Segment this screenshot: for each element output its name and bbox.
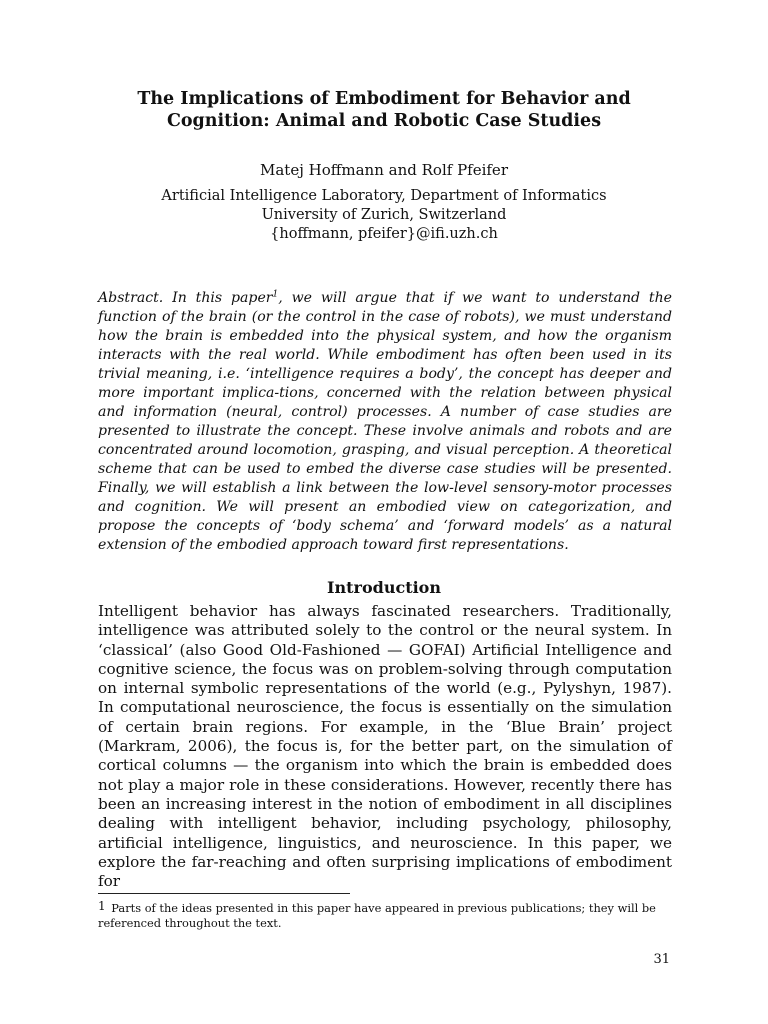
footnote bbox=[98, 901, 672, 931]
paper-title bbox=[96, 88, 672, 132]
abstract-text: , we will argue that if we want to understand the function of the brain (or the control in the case of robots), we must understand how the brain is embedded into the physical system, and how the organism interacts with the real world. While embodiment has often been used in its trivial meaning, i.e. ‘intelligence requires a body’, the concept has deeper and more important implica-tions, concerned with the relation between physical and information (neural, control) processes. A number of case studies are presented to illustrate the concept. These involve animals and robots and are concentrated around locomotion, grasping, and visual perception. A theoretical scheme that can be used to embed the diverse case studies will be presented. Finally, we will establish a link between the low-level sensory-motor processes and cognition. We will present an embodied view on categorization, and propose the concepts of ‘body schema’ and ‘forward models’ as a natural extension of the embodied approach toward first representations. bbox=[98, 290, 672, 553]
footnote-number: 1 bbox=[98, 899, 106, 913]
page-number: 31 bbox=[653, 952, 670, 967]
title-line-2: Cognition: Animal and Robotic Case Studies bbox=[166, 111, 602, 131]
title-line-1: The Implications of Embodiment for Behavior and bbox=[137, 89, 631, 109]
affiliation-line-2: University of Zurich, Switzerland bbox=[261, 207, 507, 223]
footnote-marker: 1 bbox=[272, 289, 279, 300]
introduction-paragraph: Intelligent behavior has always fascinated researchers. Traditionally, intelligence was attributed solely to the control or the neural system. In ‘classical’ (also Good Old-Fashioned — GOFAI) Artificial Intelligence and cognitive science, the focus was on problem-solving through computation on internal symbolic representations of the world (e.g., Pylyshyn, 1987). In computational neuroscience, the focus is essentially on the simulation of certain brain regions. For example, in the ‘Blue Brain’ project (Markram, 2006), the focus is, for the better part, on the simulation of cortical columns — the organism into which the brain is embedded does not play a major role in these considerations. However, recently there has been an increasing interest in the notion of embodiment in all disciplines dealing with intelligent behavior, including psychology, philosophy, artificial intelligence, linguistics, and neuroscience. In this paper, we explore the far-reaching and often surprising implications of embodiment for bbox=[98, 602, 672, 891]
abstract bbox=[98, 289, 672, 555]
contact-email: {hoffmann, pfeifer}@ifi.uzh.ch bbox=[270, 226, 498, 242]
footnote-text: Parts of the ideas presented in this paper have appeared in previous publications; they will be referenced throughout the text. bbox=[98, 901, 656, 930]
affiliation-line-1: Artificial Intelligence Laboratory, Department of Informatics bbox=[161, 188, 607, 204]
author-list: Matej Hoffmann and Rolf Pfeifer bbox=[260, 161, 508, 179]
affiliation-block bbox=[96, 187, 672, 244]
abstract-lead: Abstract. In this paper bbox=[98, 290, 273, 306]
section-heading-introduction: Introduction bbox=[327, 578, 441, 597]
footnote-divider bbox=[98, 893, 350, 894]
